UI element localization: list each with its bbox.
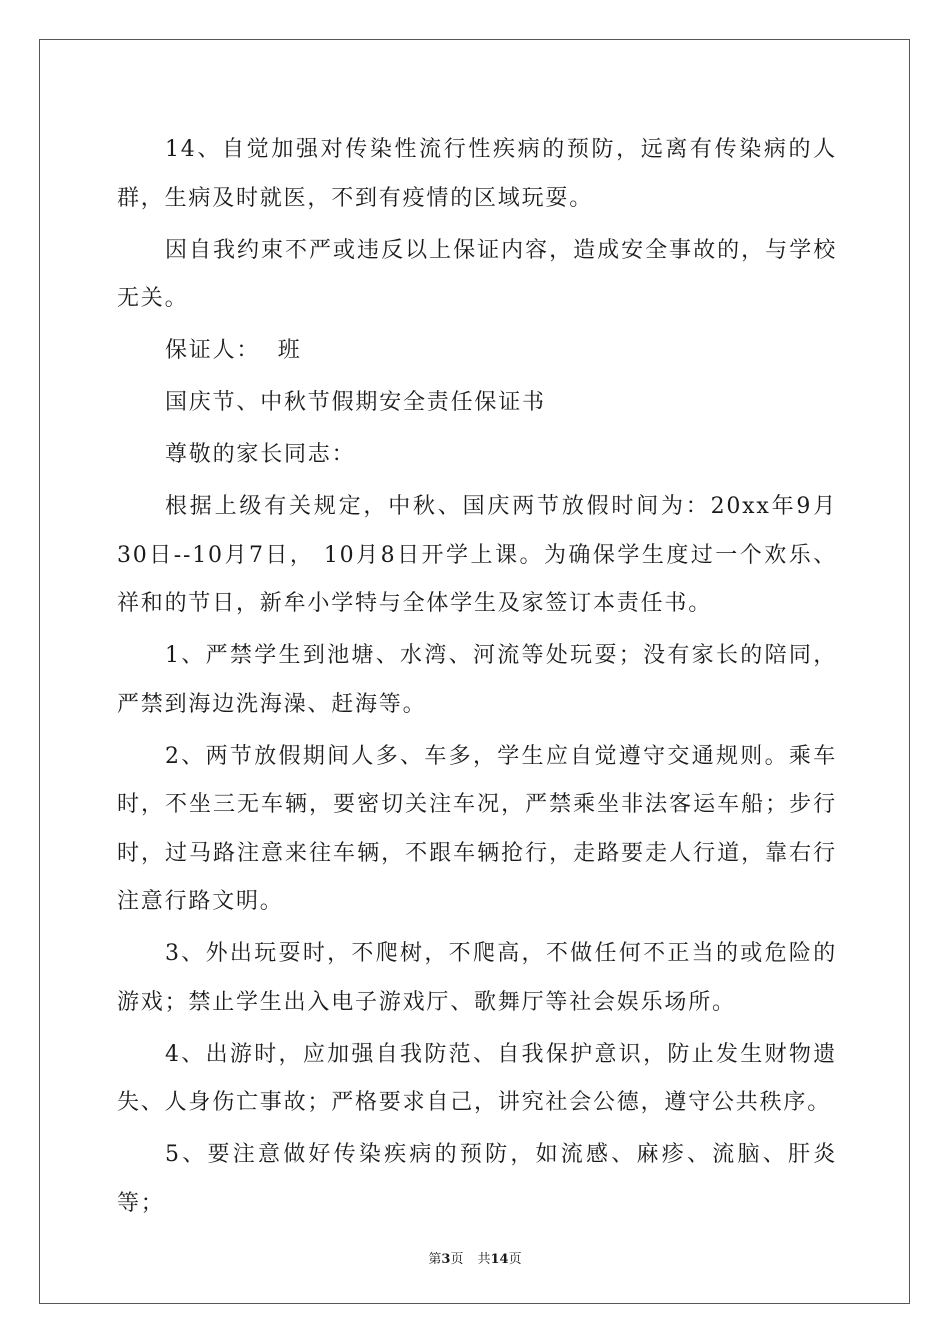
paragraph: 4、出游时，应加强自我防范、自我保护意识，防止发生财物遗失、人身伤亡事故；严格要求自己，讲究社会公德，遵守公共秩序。 [117,1041,837,1115]
current-page-number: 3 [441,1252,451,1267]
document-title: 国庆节、中秋节假期安全责任保证书 [165,390,546,415]
paragraph: 2、两节放假期间人多、车多，学生应自觉遵守交通规则。乘车时，不坐三无车辆，要密切关注车况，严禁乘坐非法客运车船；步行时，过马路注意来往车辆，不跟车辆抢行，走路要走人行道，靠右行注意行路文明。 [117,743,837,914]
page-suffix: 页 [450,1252,464,1267]
paragraph: 1、严禁学生到池塘、水湾、河流等处玩耍；没有家长的陪同，严禁到海边洗海澡、赶海等。 [117,643,837,717]
total-page-number: 14 [490,1252,509,1267]
document-body [117,126,837,1232]
paragraph: 根据上级有关规定，中秋、国庆两节放假时间为：20xx年9月30日--10月7日， 10月8日开学上课。为确保学生度过一个欢乐、祥和的节日，新牟小学特与全体学生及家签订本责任书。 [117,494,837,616]
paragraph: 因自我约束不严或违反以上保证内容，造成安全事故的，与学校无关。 [117,237,837,311]
paragraph: 3、外出玩耍时，不爬树，不爬高，不做任何不正当的或危险的游戏；禁止学生出入电子游戏厅、歌舞厅等社会娱乐场所。 [117,941,837,1015]
salutation: 尊敬的家长同志： [165,442,356,467]
total-prefix: 共 [477,1252,491,1267]
signature-line: 保证人： 班 [165,338,302,363]
paragraph: 14、自觉加强对传染性流行性疾病的预防，远离有传染病的人群，生病及时就医，不到有疫情的区域玩耍。 [117,137,837,211]
paragraph: 5、要注意做好传染疾病的预防，如流感、麻疹、流脑、肝炎等； [117,1142,837,1216]
total-suffix: 页 [508,1252,522,1267]
page-prefix: 第 [428,1252,442,1267]
page-footer [0,1248,950,1267]
